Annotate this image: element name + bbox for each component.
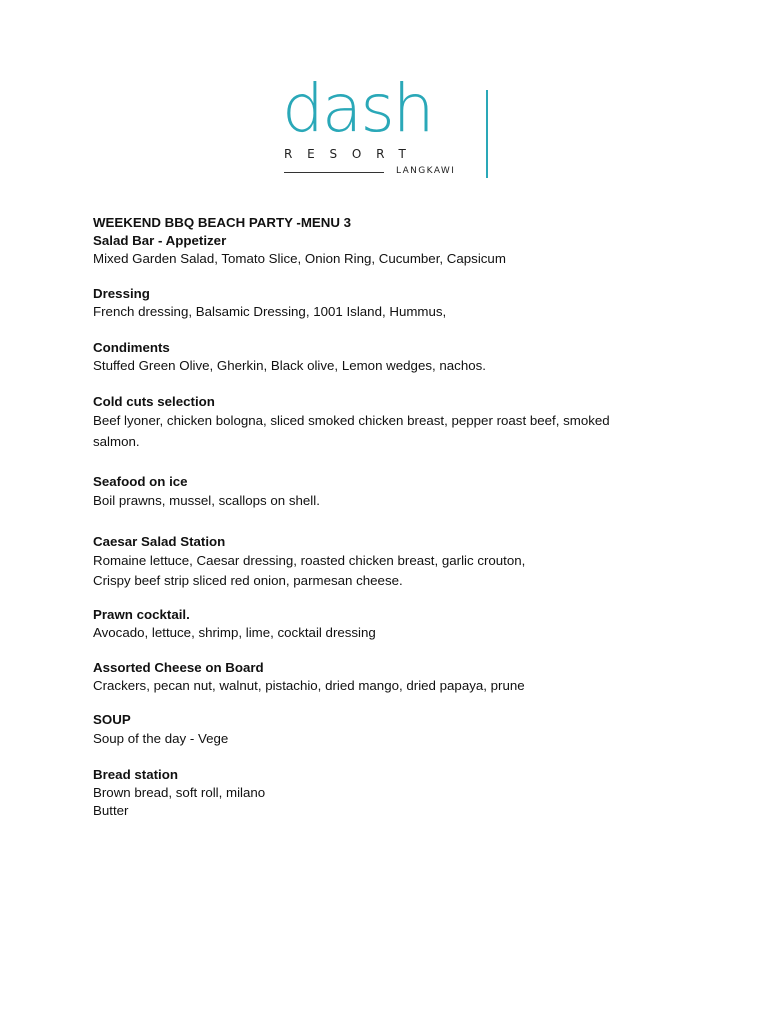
menu-section-cheese-board xyxy=(93,659,673,695)
section-line: Soup of the day - Vege xyxy=(93,730,229,746)
section-heading: Dressing xyxy=(93,286,150,301)
logo-resort-text: RESORT xyxy=(284,147,421,161)
section-line: Crispy beef strip sliced red onion, parmesan cheese. xyxy=(93,573,403,588)
menu-section-caesar-salad xyxy=(93,533,673,592)
logo-place-text: LANGKAWI xyxy=(396,166,456,176)
section-line: Stuffed Green Olive, Gherkin, Black olive, Lemon wedges, nachos. xyxy=(93,358,486,373)
section-heading: Caesar Salad Station xyxy=(93,533,226,549)
section-line: Mixed Garden Salad, Tomato Slice, Onion Ring, Cucumber, Capsicum xyxy=(93,251,506,266)
section-line: Boil prawns, mussel, scallops on shell. xyxy=(93,493,320,508)
section-heading: Prawn cocktail. xyxy=(93,606,190,622)
section-line: Beef lyoner, chicken bologna, sliced smoked chicken breast, pepper roast beef, smoked xyxy=(93,413,610,428)
menu-section-salad-bar xyxy=(93,232,673,268)
section-heading: Assorted Cheese on Board xyxy=(93,659,264,675)
menu-section-condiments xyxy=(93,339,673,375)
section-line: Avocado, lettuce, shrimp, lime, cocktail dressing xyxy=(93,624,376,640)
section-line: Butter xyxy=(93,803,129,818)
resort-logo xyxy=(270,70,500,184)
section-line: Crackers, pecan nut, walnut, pistachio, dried mango, dried papaya, prune xyxy=(93,677,525,693)
logo-wordmark: dash xyxy=(282,70,433,147)
menu-section-bread-station xyxy=(93,766,673,820)
menu-section-cold-cuts xyxy=(93,393,673,452)
logo-underline xyxy=(284,172,384,173)
section-heading: Salad Bar - Appetizer xyxy=(93,233,227,248)
section-line: Romaine lettuce, Caesar dressing, roasted chicken breast, garlic crouton, xyxy=(93,552,526,568)
section-heading: SOUP xyxy=(93,711,131,727)
menu-document xyxy=(93,214,673,820)
section-heading: Bread station xyxy=(93,767,178,782)
section-line: French dressing, Balsamic Dressing, 1001 Island, Hummus, xyxy=(93,304,447,319)
logo-divider xyxy=(486,90,488,178)
section-heading: Seafood on ice xyxy=(93,474,188,489)
section-line: salmon. xyxy=(93,433,140,449)
menu-section-soup xyxy=(93,711,673,750)
section-heading: Condiments xyxy=(93,340,170,355)
menu-title: WEEKEND BBQ BEACH PARTY -MENU 3 xyxy=(93,215,352,230)
menu-section-prawn-cocktail xyxy=(93,606,673,642)
menu-section-seafood xyxy=(93,473,673,512)
section-line: Brown bread, soft roll, milano xyxy=(93,785,266,800)
section-heading: Cold cuts selection xyxy=(93,394,215,409)
menu-section-dressing xyxy=(93,285,673,321)
